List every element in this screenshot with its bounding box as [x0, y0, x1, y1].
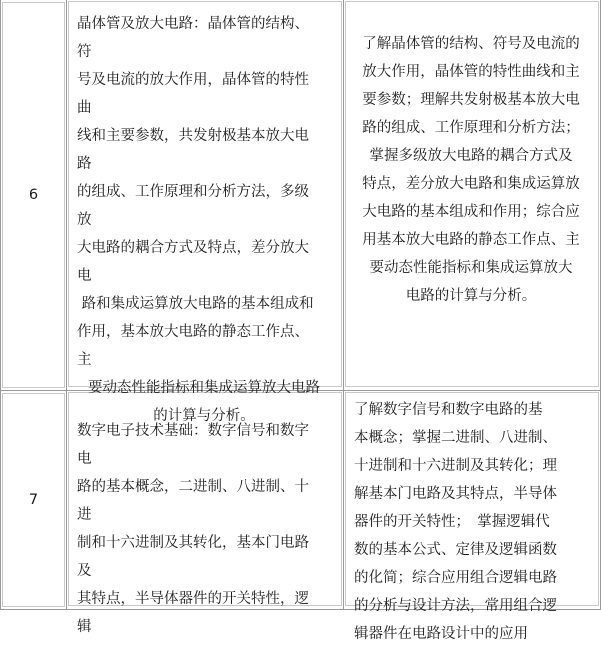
goal-line: 大电路的基本组成和作用；综合应 [362, 204, 580, 220]
goal-cell [344, 391, 601, 642]
table-row [1, 391, 601, 610]
content-line: 路和集成运算放大电路的基本组成和 [77, 296, 314, 312]
goal-line: 器件的开关特性； 掌握逻辑代 [354, 514, 550, 530]
row-number: 6 [28, 187, 39, 203]
goal-line: 本概念；掌握二进制、八进制、 [354, 430, 557, 446]
row-number: 7 [28, 492, 39, 508]
row-number-cell [1, 391, 67, 610]
goal-line: 用基本放大电路的静态工作点、主 [362, 232, 580, 248]
goal-line: 要参数；理解共发射极基本放大电 [362, 92, 580, 108]
goal-line: 辑器件在电路设计中的应用 [354, 626, 528, 642]
content-line: 晶体管及放大电路：晶体管的结构、 [77, 16, 309, 32]
row-number-cell [1, 0, 67, 391]
goal-line: 要动态性能指标和集成运算放大 [369, 260, 573, 276]
goal-line: 的分析与设计方法，常用组合逻 [354, 598, 557, 614]
content-line: 要动态性能指标和集成运算放大电路 [88, 380, 320, 396]
content-line: 数字电子技术基础：数字信号和数字 [77, 423, 309, 439]
content-cell [67, 391, 344, 635]
content-line: 进 [77, 507, 92, 523]
goal-cell [344, 0, 601, 391]
content-line: 号及电流的放大作用，晶体管的特性 [77, 72, 309, 88]
goal-line: 放大作用，晶体管的特性曲线和主 [362, 64, 580, 80]
content-line: 及 [77, 563, 92, 579]
content-line: 的组成、工作原理和分析方法，多级 [77, 184, 309, 200]
goal-line: 数的基本公式、定律及逻辑函数 [354, 542, 557, 558]
table-row [1, 0, 601, 391]
goal-line: 电路的计算与分析。 [405, 288, 537, 304]
goal-line: 解基本门电路及其特点，半导体 [354, 486, 557, 502]
content-line: 其特点，半导体器件的开关特性，逻 [77, 591, 309, 607]
goal-line: 的化简；综合应用组合逻辑电路 [354, 570, 557, 586]
content-line: 路的基本概念，二进制、八进制、十 [77, 479, 309, 495]
content-line: 放 [77, 212, 92, 228]
content-line: 路 [77, 156, 92, 172]
content-line: 的计算与分析。 [153, 408, 255, 424]
content-line: 电 [77, 451, 92, 467]
goal-line: 掌握多级放大电路的耦合方式及 [369, 148, 573, 164]
content-line: 主 [77, 352, 92, 368]
goal-line: 特点，差分放大电路和集成运算放 [362, 176, 580, 192]
content-line: 线和主要参数，共发射极基本放大电 [77, 128, 309, 144]
content-line: 符 [77, 44, 92, 60]
content-line: 曲 [77, 100, 92, 116]
content-line: 辑 [77, 619, 92, 635]
content-cell [67, 0, 344, 424]
goal-line: 了解数字信号和数字电路的基 [354, 402, 543, 418]
content-line: 作用，基本放大电路的静态工作点、 [77, 324, 309, 340]
content-line: 大电路的耦合方式及特点，差分放大 [77, 240, 309, 256]
content-line: 电 [77, 268, 92, 284]
goal-line: 了解晶体管的结构、符号及电流的 [362, 36, 580, 52]
content-line: 制和十六进制及其转化，基本门电路 [77, 535, 309, 551]
goal-line: 路的组成、工作原理和分析方法； [362, 120, 580, 136]
goal-line: 十进制和十六进制及其转化；理 [354, 458, 557, 474]
